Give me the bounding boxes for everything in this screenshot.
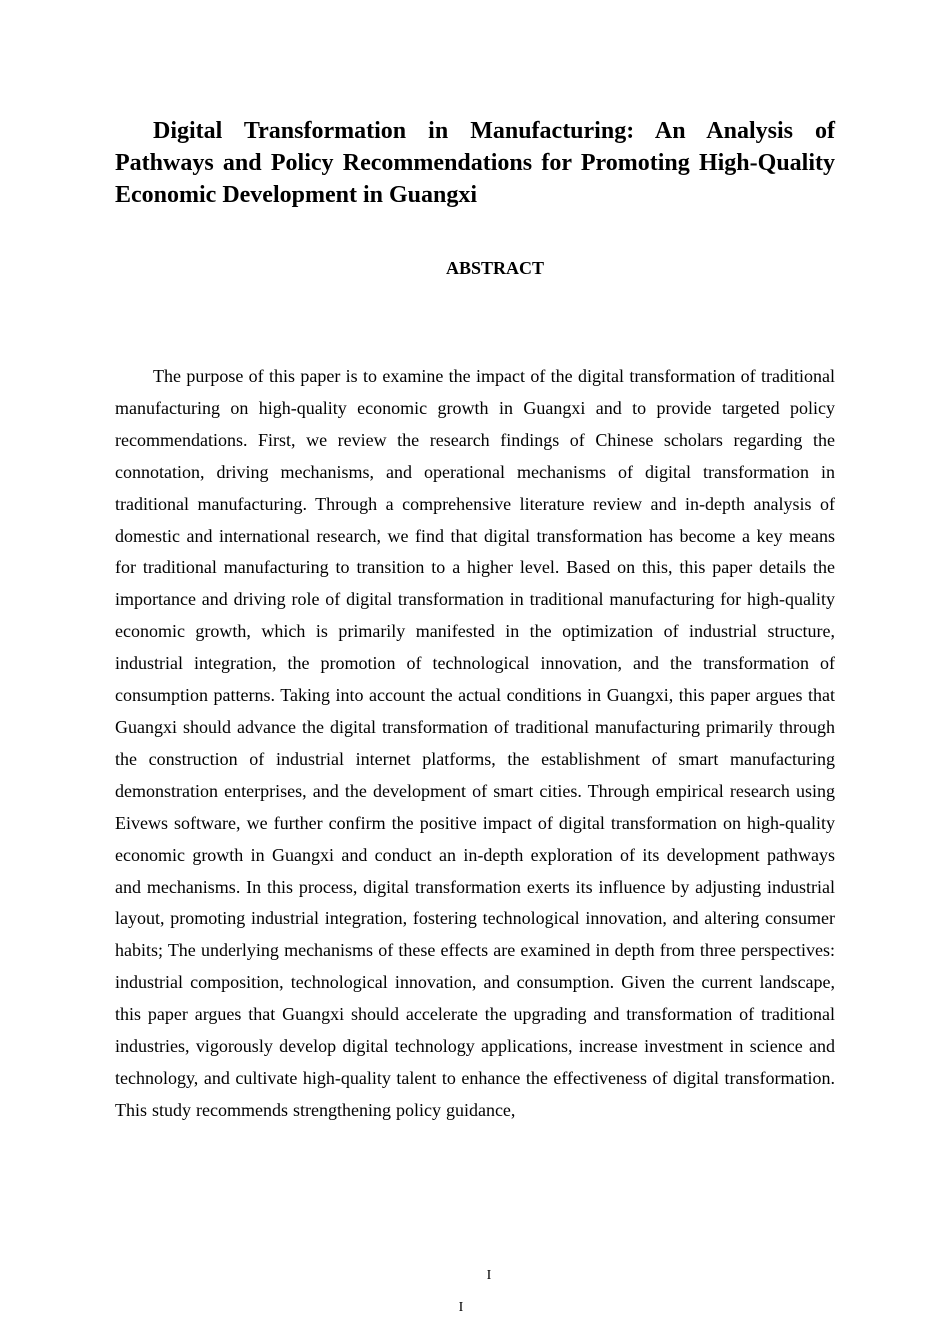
abstract-heading: ABSTRACT <box>445 258 545 278</box>
page-number: I <box>486 1268 492 1283</box>
page-number-secondary: I <box>458 1300 464 1315</box>
paper-title: Digital Transformation in Manufacturing: An Analysis of Pathways and Policy Recommendations for Promoting High-Quality Economic Development in Guangxi <box>115 118 835 208</box>
abstract-body: The purpose of this paper is to examine the impact of the digital transformation of traditional manufacturing on high-quality economic growth in Guangxi and to provide targeted policy recommendations. First, we review the research findings of Chinese scholars regarding the connotation, driving mechanisms, and operational mechanisms of digital transformation in traditional manufacturing. Through a comprehensive literature review and in-depth analysis of domestic and international research, we find that digital transformation has become a key means for traditional manufacturing to transition to a higher level. Based on this, this paper details the importance and driving role of digital transformation in traditional manufacturing for high-quality economic growth, which is primarily manifested in the optimization of industrial structure, industrial integration, the promotion of technological innovation, and the transformation of consumption patterns. Taking into account the actual conditions in Guangxi, this paper argues that Guangxi should advance the digital transformation of traditional manufacturing primarily through the construction of industrial internet platforms, the establishment of smart manufacturing demonstration enterprises, and the development of smart cities. Through empirical research using Eivews software, we further confirm the positive impact of digital transformation on high-quality economic growth in Guangxi and conduct an in-depth exploration of its development pathways and mechanisms. In this process, digital transformation exerts its influence by adjusting industrial layout, promoting industrial integration, fostering technological innovation, and altering consumer habits; The underlying mechanisms of these effects are examined in depth from three perspectives: industrial composition, technological innovation, and consumption. Given the current landscape, this paper argues that Guangxi should accelerate the upgrading and transformation of traditional industries, vigorously develop digital technology applications, increase investment in science and technology, and cultivate high-quality talent to enhance the effectiveness of digital transformation. This study recommends strengthening policy guidance, <box>115 366 835 1120</box>
